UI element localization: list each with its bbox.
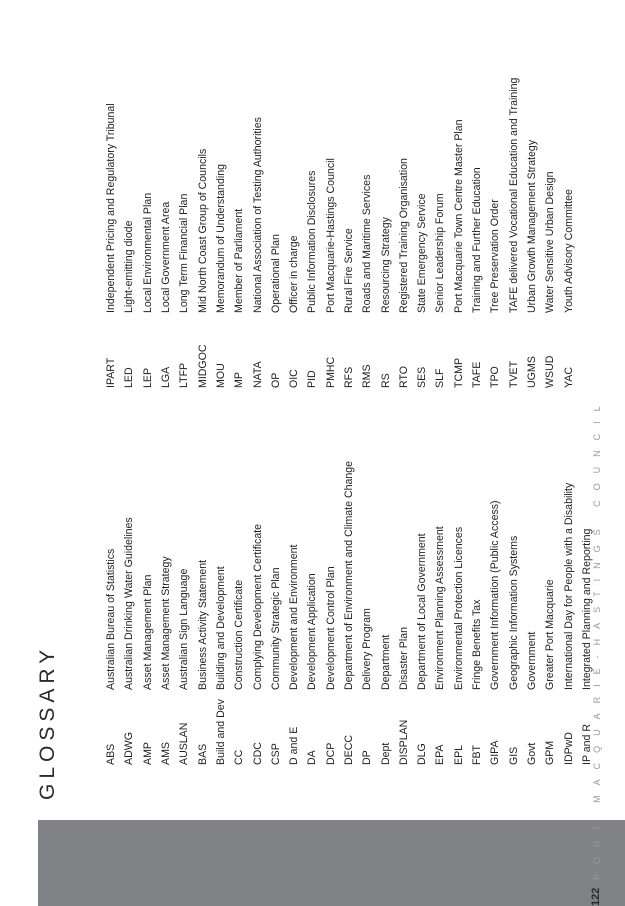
glossary-term: Training and Further Education: [471, 167, 484, 313]
glossary-term: Rural Fire Service: [343, 228, 355, 313]
glossary-term: Senior Leadership Forum: [434, 193, 447, 313]
glossary-abbreviation: PID: [306, 370, 319, 388]
glossary-abbreviation: AMP: [141, 742, 154, 765]
glossary-abbreviation: RMS: [361, 364, 374, 388]
glossary-entry: [541, 78, 559, 388]
glossary-entry: [303, 78, 321, 388]
page-title: GLOSSARY: [36, 644, 59, 800]
glossary-term: Community Strategic Plan: [269, 567, 282, 690]
glossary-abbreviation: CDC: [251, 742, 264, 765]
glossary-abbreviation: AUSLAN: [178, 722, 191, 765]
glossary-entry: [395, 461, 413, 765]
glossary-abbreviation: EPA: [434, 744, 447, 765]
glossary-entry: [340, 461, 358, 765]
glossary-abbreviation: ABS: [105, 743, 118, 765]
glossary-term: Government: [525, 631, 538, 690]
glossary-abbreviation: LEP: [141, 367, 154, 388]
glossary-entry: [505, 461, 523, 765]
glossary-term: Youth Advisory Committee: [562, 189, 575, 313]
glossary-abbreviation: DISPLAN: [397, 719, 410, 765]
glossary-abbreviation: Build and Dev: [214, 699, 227, 765]
glossary-term: Department: [379, 634, 392, 690]
glossary-abbreviation: RTO: [397, 366, 410, 388]
glossary-entry: [413, 78, 431, 388]
glossary-entry: [358, 78, 376, 388]
glossary-term: International Day for People with a Disability: [562, 482, 575, 690]
glossary-entry: [505, 78, 523, 388]
glossary-term: National Association of Testing Authorities: [251, 117, 264, 313]
glossary-abbreviation: TPO: [489, 366, 502, 388]
glossary-entry: [175, 461, 193, 765]
glossary-abbreviation: GPM: [544, 740, 557, 765]
glossary-entry: [212, 78, 230, 388]
glossary-term: State Emergency Service: [416, 193, 429, 313]
glossary-term: Disaster Plan: [397, 627, 410, 690]
glossary-abbreviation: WSUD: [544, 355, 557, 388]
glossary-term: Geographic Information Systems: [507, 535, 520, 690]
glossary-entry: [376, 461, 394, 765]
glossary-term: Water Sensitive Urban Design: [544, 171, 557, 313]
glossary-term: Tree Preservation Order: [489, 199, 502, 313]
glossary-entry: [578, 461, 596, 765]
glossary-entry: [175, 78, 193, 388]
glossary-abbreviation: LTFP: [178, 362, 191, 388]
glossary-abbreviation: FBT: [471, 744, 484, 765]
glossary-abbreviation: Dept: [379, 742, 392, 765]
glossary-entry: [120, 461, 138, 765]
glossary-term: Integrated Planning and Reporting: [580, 528, 593, 690]
glossary-term: Greater Port Macquarie: [544, 579, 557, 690]
glossary-abbreviation: MIDGOC: [196, 344, 209, 388]
glossary-term: Complying Development Certificate: [251, 523, 264, 690]
glossary-entry: [559, 461, 577, 765]
glossary-term: Asset Management Plan: [141, 574, 154, 690]
glossary-abbreviation: UGMS: [525, 356, 538, 388]
glossary-entry: [139, 78, 157, 388]
glossary-entry: [139, 461, 157, 765]
glossary-entry: [358, 461, 376, 765]
glossary-entry: [230, 78, 248, 388]
glossary-entry: [468, 78, 486, 388]
glossary-term: TAFE delivered Vocational Education and Training: [507, 77, 520, 313]
glossary-abbreviation: DA: [306, 750, 319, 765]
glossary-entry: [486, 78, 504, 388]
glossary-entry: [157, 461, 175, 765]
glossary-abbreviation: YAC: [562, 367, 575, 388]
glossary-abbreviation: OP: [269, 372, 282, 388]
glossary-term: Public Information Disclosures: [306, 170, 319, 313]
glossary-term: Port Macquarie-Hastings Council: [324, 158, 337, 313]
glossary-term: Urban Growth Management Strategy: [525, 139, 538, 313]
glossary-abbreviation: LED: [123, 367, 136, 388]
glossary-entry: [193, 78, 211, 388]
glossary-term: Environment Planning Assessment: [434, 526, 447, 690]
glossary-term: Port Macquarie Town Centre Master Plan: [452, 119, 465, 313]
glossary-abbreviation: LGA: [160, 366, 173, 388]
glossary-entry: [523, 78, 541, 388]
glossary-entry: [413, 461, 431, 765]
glossary-term: Operational Plan: [269, 234, 282, 313]
glossary-abbreviation: SLF: [434, 368, 447, 388]
glossary-term: Delivery Program: [361, 608, 374, 690]
glossary-abbreviation: DLG: [416, 743, 429, 765]
glossary-entry: [193, 461, 211, 765]
glossary-term: Roads and Maritime Services: [361, 174, 374, 313]
glossary-abbreviation: CSP: [269, 743, 282, 765]
glossary-term: Independent Pricing and Regulatory Tribunal: [105, 103, 118, 313]
footer-grey-bar: [38, 820, 625, 906]
glossary-term: Officer in charge: [288, 235, 301, 313]
glossary-term: Asset Management Strategy: [160, 556, 173, 690]
glossary-entry: [541, 461, 559, 765]
glossary-abbreviation: SES: [416, 366, 429, 388]
glossary-entry: [395, 78, 413, 388]
glossary-abbreviation: TAFE: [471, 361, 484, 388]
glossary-entry: [559, 78, 577, 388]
glossary-abbreviation: AMS: [160, 742, 173, 765]
glossary-abbreviation: RS: [379, 373, 392, 388]
glossary-abbreviation: CC: [233, 749, 246, 765]
glossary-abbreviation: IPART: [105, 357, 118, 388]
glossary-entry: [322, 78, 340, 388]
glossary-abbreviation: RFS: [343, 366, 355, 388]
glossary-entry: [340, 78, 358, 388]
glossary-entry: [523, 461, 541, 765]
glossary-term: Development and Environment: [288, 544, 301, 690]
glossary-abbreviation: TCMP: [452, 357, 465, 388]
glossary-column-left: [102, 461, 596, 765]
glossary-term: Australian Drinking Water Guidelines: [123, 517, 136, 690]
glossary-term: Light-emitting diode: [123, 220, 136, 313]
glossary-column-right: [102, 78, 578, 388]
glossary-entry: [102, 461, 120, 765]
glossary-abbreviation: NATA: [251, 361, 264, 388]
glossary-entry: [267, 461, 285, 765]
glossary-abbreviation: BAS: [196, 743, 209, 765]
glossary-abbreviation: DECC: [343, 734, 355, 765]
glossary-abbreviation: DP: [361, 750, 374, 765]
glossary-term: Australian Bureau of Statistics: [105, 548, 118, 690]
glossary-term: Local Environmental Plan: [141, 192, 154, 313]
glossary-abbreviation: Govt: [525, 742, 538, 765]
glossary-entry: [157, 78, 175, 388]
glossary-entry: [450, 78, 468, 388]
glossary-entry: [102, 78, 120, 388]
glossary-abbreviation: EPL: [452, 744, 465, 765]
glossary-abbreviation: MOU: [214, 363, 227, 388]
glossary-term: Memorandum of Understanding: [214, 164, 227, 313]
glossary-term: Development Control Plan: [324, 566, 337, 690]
glossary-abbreviation: D and E: [288, 726, 301, 765]
glossary-term: Government Information (Public Access): [489, 500, 502, 690]
glossary-term: Mid North Coast Group of Councils: [196, 148, 209, 313]
glossary-abbreviation: ADWG: [123, 732, 136, 765]
glossary-term: Department of Environment and Climate Change: [343, 460, 355, 690]
glossary-term: Registered Training Organisation: [397, 158, 410, 313]
glossary-abbreviation: IDPwD: [562, 732, 575, 765]
page-number: 122: [590, 887, 602, 906]
glossary-abbreviation: GIS: [507, 746, 520, 765]
glossary-abbreviation: IP and R: [580, 723, 593, 765]
glossary-entry: [230, 461, 248, 765]
glossary-abbreviation: TVET: [507, 360, 520, 388]
glossary-abbreviation: OIC: [288, 369, 301, 388]
glossary-abbreviation: DCP: [324, 742, 337, 765]
glossary-abbreviation: MP: [233, 372, 246, 388]
glossary-term: Member of Parliament: [233, 208, 246, 313]
glossary-entry: [120, 78, 138, 388]
glossary-entry: [285, 78, 303, 388]
glossary-entry: [285, 461, 303, 765]
glossary-entry: [267, 78, 285, 388]
glossary-entry: [322, 461, 340, 765]
glossary-term: Business Activity Statement: [196, 559, 209, 690]
glossary-entry: [303, 461, 321, 765]
glossary-term: Development Application: [306, 573, 319, 690]
glossary-term: Department of Local Government: [416, 533, 429, 690]
glossary-term: Building and Development: [214, 566, 227, 690]
glossary-entry: [248, 78, 266, 388]
glossary-term: Long Term Financial Plan: [178, 193, 191, 313]
glossary-entry: [431, 78, 449, 388]
glossary-entry: [486, 461, 504, 765]
glossary-abbreviation: PMHC: [324, 356, 337, 388]
glossary-term: Australian Sign Language: [178, 568, 191, 690]
glossary-entry: [212, 461, 230, 765]
glossary-entry: [468, 461, 486, 765]
glossary-term: Environmental Protection Licences: [452, 526, 465, 690]
glossary-term: Local Government Area: [160, 201, 173, 313]
glossary-term: Construction Certificate: [233, 579, 246, 690]
glossary-abbreviation: GIPA: [489, 740, 502, 765]
glossary-entry: [450, 461, 468, 765]
footer-organization: PORT MACQUARIE-HASTINGS COUNCIL: [592, 396, 602, 880]
glossary-entry: [376, 78, 394, 388]
glossary-term: Resourcing Strategy: [379, 217, 392, 313]
glossary-entry: [431, 461, 449, 765]
glossary-entry: [248, 461, 266, 765]
glossary-term: Fringe Benefits Tax: [471, 599, 484, 690]
